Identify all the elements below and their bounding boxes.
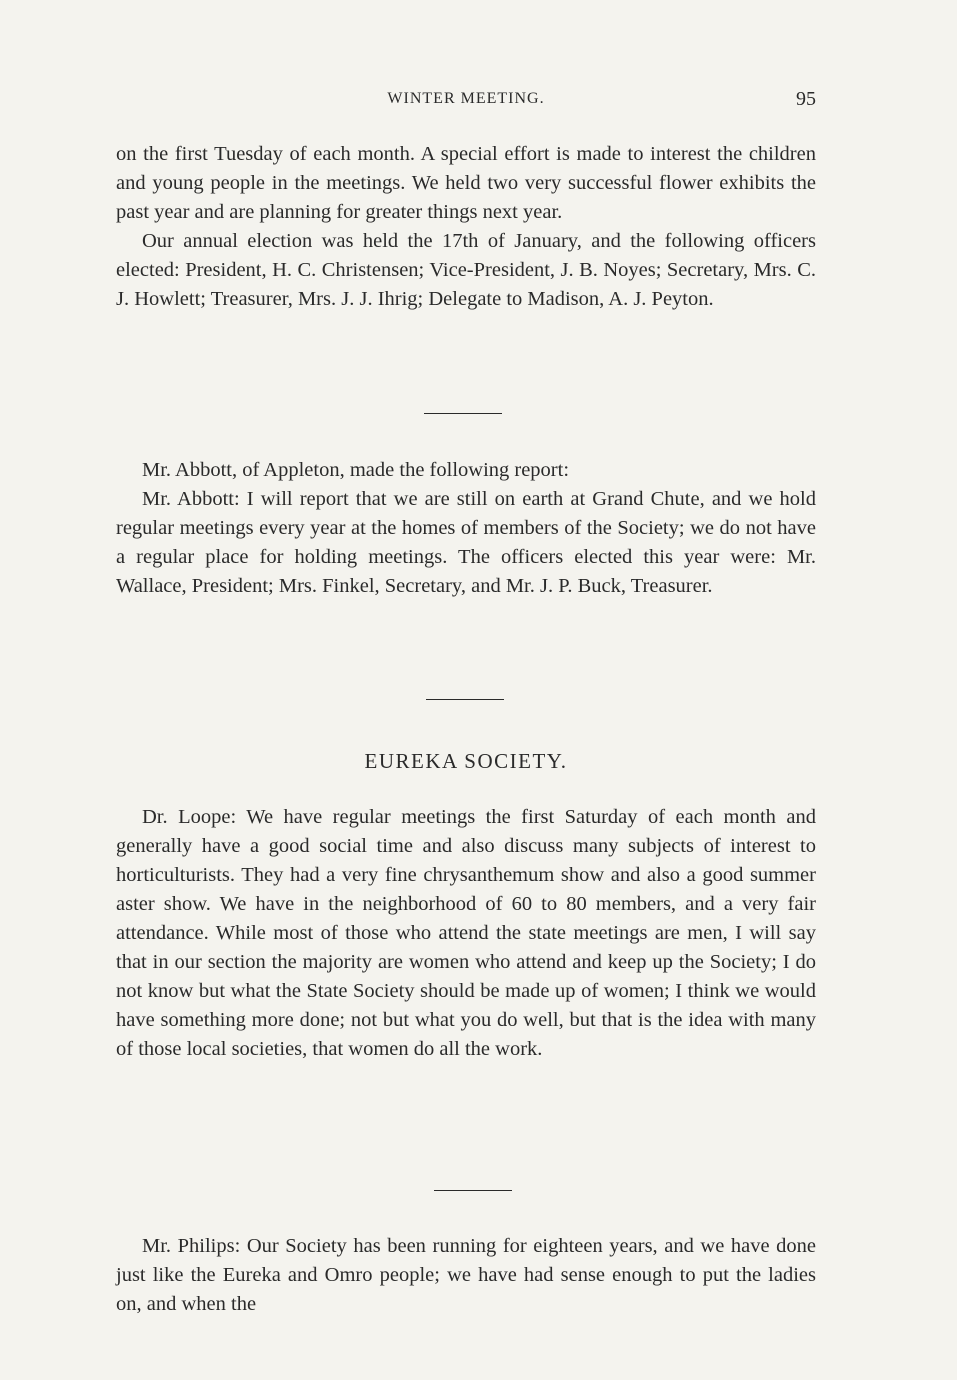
philips-section: [116, 1232, 816, 1319]
section-divider-3: [434, 1190, 512, 1191]
page-number: 95: [796, 88, 816, 110]
abbott-report: Mr. Abbott: I will report that we are still on earth at Grand Chute, and we hold regular meetings every year at the homes of members of the Society; we do not have a regular place for holding meetings. The officers elected this year were: Mr. Wallace, President; Mrs. Finkel, Secretary, and Mr. J. P. Buck, Treasurer.: [116, 488, 816, 597]
abbott-report-section: [116, 456, 816, 601]
election-paragraph: Our annual election was held the 17th of January, and the following officers elected: President, H. C. Christensen; Vice-President, J. B. Noyes; Secretary, Mrs. C. J. Howlett; Treasurer, Mrs. J. J. Ihrig; Delegate to Madison, A. J. Peyton.: [116, 230, 816, 310]
philips-paragraph: Mr. Philips: Our Society has been running for eighteen years, and we have done just like the Eureka and Omro people; we have had sense enough to put the ladies on, and when the: [116, 1235, 816, 1315]
meetings-paragraph: on the first Tuesday of each month. A special effort is made to interest the children and young people in the meetings. We held two very successful flower exhibits the past year and are planning for greater things next year.: [116, 143, 816, 223]
running-head: [116, 86, 816, 112]
eureka-society-heading: EUREKA SOCIETY.: [364, 749, 568, 773]
running-title: WINTER MEETING.: [387, 90, 545, 107]
eureka-society-section: [116, 803, 816, 1064]
abbott-intro: Mr. Abbott, of Appleton, made the following report:: [142, 459, 570, 481]
loope-paragraph: Dr. Loope: We have regular meetings the first Saturday of each month and generally have a good social time and also discuss many subjects of interest to horticulturists. They had a very fine chrysanthemum show and also a good summer aster show. We have in the neighborhood of 60 to 80 members, and a very fair attendance. While most of those who attend the state meetings are men, I will say that in our section the majority are women who attend and keep up the Society; I do not know but what the State Society should be made up of women; I think we would have something more done; not but what you do well, but that is the idea with many of those local societies, that women do all the work.: [116, 806, 816, 1060]
section-divider-2: [426, 699, 504, 700]
officers-report-section: [116, 140, 816, 314]
section-divider-1: [424, 413, 502, 414]
